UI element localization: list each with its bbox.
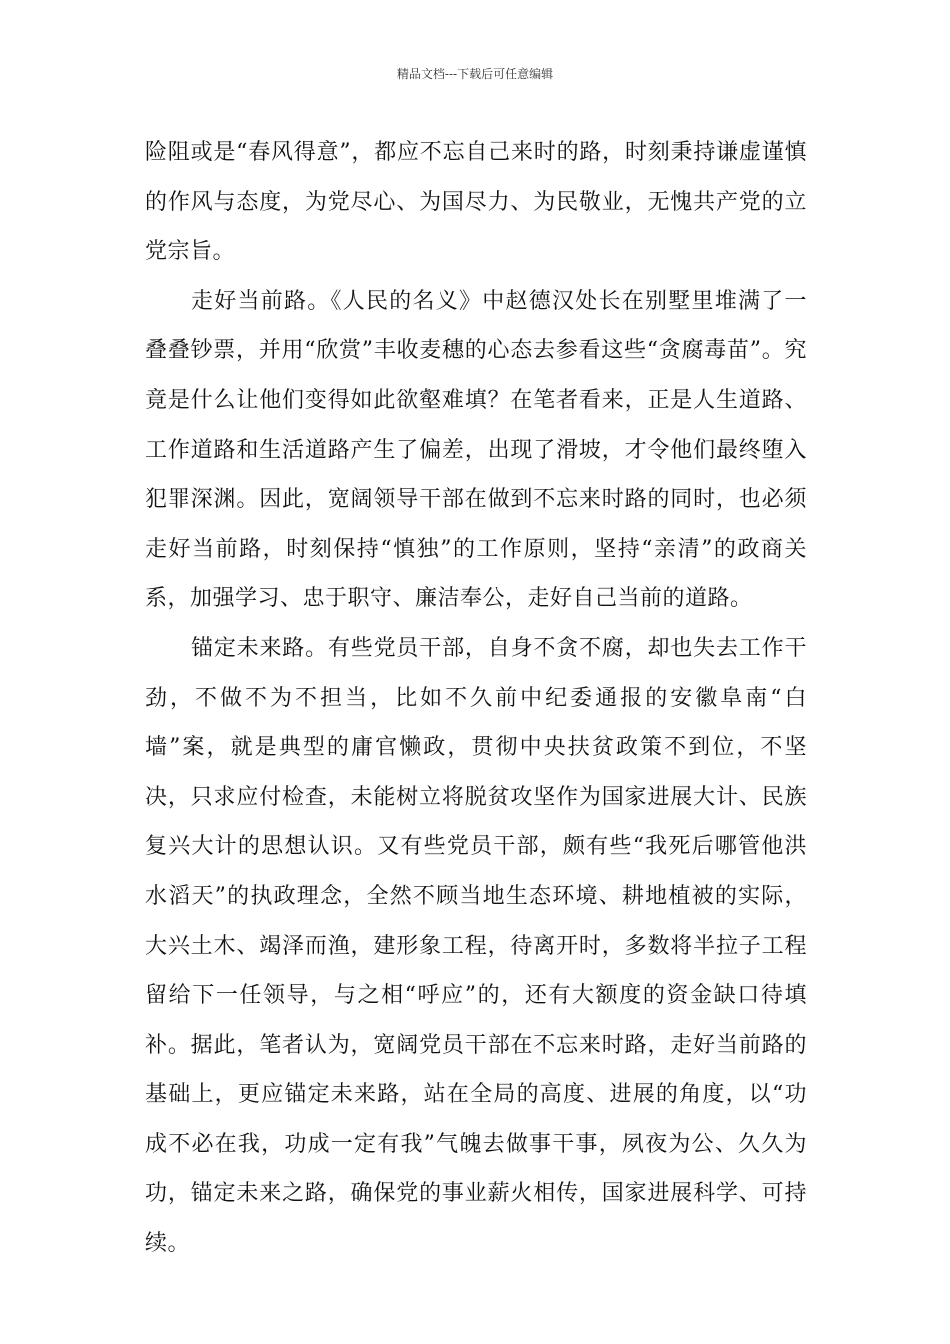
paragraph-continuation: 险阻或是“春风得意”，都应不忘自己来时的路，时刻秉持谦虚谨慎的作风与态度，为党尽心、为国尽力、为民敬业，无愧共产党的立党宗旨。 xyxy=(145,140,807,265)
paragraph-current-road: 走好当前路。《人民的名义》中赵德汉处长在别墅里堆满了一叠叠钞票，并用“欣赏”丰收麦穗的心态去参看这些“贪腐毒苗”。究竟是什么让他们变得如此欲壑难填？在笔者看来，正是人生道路、工作道路和生活道路产生了偏差，出现了滑坡，才令他们最终堕入犯罪深渊。因此，宽阔领导干部在做到不忘来时路的同时，也必须走好当前路，时刻保持“慎独”的工作原则，坚持“亲清”的政商关系，加强学习、忠于职守、廉洁奉公，走好自己当前的道路。 xyxy=(145,288,807,612)
document-body xyxy=(145,128,807,1269)
paragraph-future-road: 锚定未来路。有些党员干部，自身不贪不腐，却也失去工作干劲，不做不为不担当，比如不久前中纪委通报的安徽阜南“白墙”案，就是典型的庸官懒政，贯彻中央扶贫政策不到位，不坚决，只求应付检查，未能树立将脱贫攻坚作为国家进展大计、民族复兴大计的思想认识。又有些党员干部，颇有些“我死后哪管他洪水滔天”的执政理念，全然不顾当地生态环境、耕地植被的实际，大兴土木、竭泽而渔，建形象工程，待离开时，多数将半拉子工程留给下一任领导，与之相“呼应”的，还有大额度的资金缺口待填补。据此，笔者认为，宽阔党员干部在不忘来时路，走好当前路的基础上，更应锚定未来路，站在全局的高度、进展的角度，以“功成不必在我，功成一定有我”气魄去做事干事，夙夜为公、久久为功，锚定未来之路，确保党的事业薪火相传，国家进展科学、可持续。 xyxy=(145,635,807,1257)
page-header: 精品文档---下载后可任意编辑 xyxy=(396,67,554,81)
